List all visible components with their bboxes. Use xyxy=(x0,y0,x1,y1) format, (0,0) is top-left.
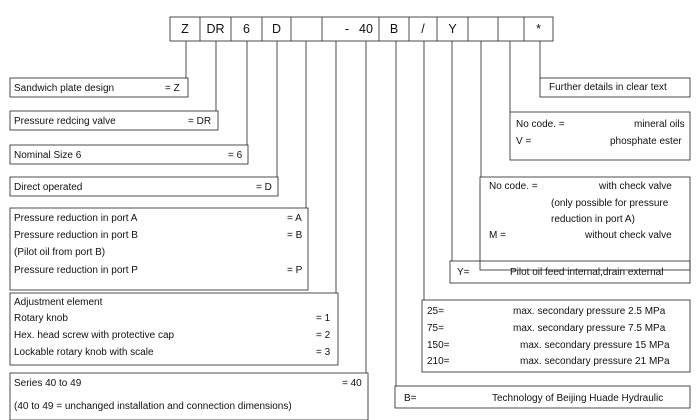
pilot-label: Pilot oil feed internal,drain external xyxy=(510,267,664,278)
series-code: = 40 xyxy=(342,378,362,389)
code-cell-operation: D xyxy=(271,22,282,36)
code-cell-adjustment xyxy=(322,17,344,41)
pressure-label: max. secondary pressure 2.5 MPa xyxy=(513,306,666,317)
code-cell-slash: / xyxy=(421,22,425,36)
pressure-code: 210= xyxy=(427,356,450,367)
technology-label: Technology of Beijing Huade Hydraulic xyxy=(492,393,664,404)
reduction-port-p-label: Pressure reduction in port P xyxy=(14,265,138,276)
check-valve-with-label: with check valve xyxy=(599,181,672,192)
seals-mineral-code: No code. = xyxy=(516,119,565,130)
adjustment-item-label: Lockable rotary knob with scale xyxy=(14,347,154,358)
code-cell-seals xyxy=(498,17,524,41)
pressure-code: 150= xyxy=(427,340,450,351)
pressure-label: max. secondary pressure 21 MPa xyxy=(520,356,670,367)
pilot-code: Y= xyxy=(457,267,470,278)
adjustment-item-code: = 1 xyxy=(316,313,331,324)
technology-code: B= xyxy=(404,393,417,404)
check-valve-m-code: M = xyxy=(489,230,506,241)
code-cell-z: Z xyxy=(181,22,189,36)
valve-label: Pressure redcing valve xyxy=(14,116,116,127)
size-label: Nominal Size 6 xyxy=(14,150,82,161)
adjustment-item-code: = 3 xyxy=(316,347,331,358)
code-cell-series: 40 xyxy=(359,22,373,36)
code-cell-pilot: Y xyxy=(448,22,457,36)
adjustment-item-code: = 2 xyxy=(316,330,331,341)
reduction-port-b-code: = B xyxy=(287,230,303,241)
adjustment-title: Adjustment element xyxy=(14,297,103,308)
reduction-port-a-label: Pressure reduction in port A xyxy=(14,213,138,224)
check-valve-note-1: (only possible for pressure xyxy=(551,198,669,209)
pressure-label: max. secondary pressure 7.5 MPa xyxy=(513,323,666,334)
size-code: = 6 xyxy=(228,150,243,161)
sandwich-code: = Z xyxy=(165,83,180,94)
reduction-port-a-code: = A xyxy=(287,213,302,224)
valve-code: = DR xyxy=(188,116,212,127)
check-valve-without-label: without check valve xyxy=(585,230,672,241)
code-cell-dash: - xyxy=(344,22,350,36)
operation-label: Direct operated xyxy=(14,182,83,193)
further-label: Further details in clear text xyxy=(549,82,667,93)
series-note: (40 to 49 = unchanged installation and connection dimensions) xyxy=(14,401,292,412)
pressure-label: max. secondary pressure 15 MPa xyxy=(520,340,670,351)
code-cell-reduction xyxy=(291,17,322,41)
code-cell-check-valve xyxy=(468,17,498,41)
seals-phosphate-label: phosphate ester xyxy=(610,136,682,147)
seals-mineral-label: mineral oils xyxy=(634,119,685,130)
adjustment-item-label: Hex. head screw with protective cap xyxy=(14,330,175,341)
pressure-code: 75= xyxy=(427,323,444,334)
pressure-code: 25= xyxy=(427,306,444,317)
check-valve-nocode: No code. = xyxy=(489,181,538,192)
check-valve-note-2: reduction in port A) xyxy=(551,214,635,225)
reduction-port-b-label: Pressure reduction in port B xyxy=(14,230,138,241)
code-cell-asterisk: * xyxy=(536,22,541,36)
series-label: Series 40 to 49 xyxy=(14,378,82,389)
seals-phosphate-code: V = xyxy=(516,136,532,147)
operation-code: = D xyxy=(256,182,272,193)
adjustment-item-label: Rotary knob xyxy=(14,313,68,324)
reduction-port-p-code: = P xyxy=(287,265,303,276)
sandwich-label: Sandwich plate design xyxy=(14,83,115,94)
code-cell-dr: DR xyxy=(206,22,225,36)
reduction-pilot-note: (Pilot oil from port B) xyxy=(14,247,106,258)
code-cell-size: 6 xyxy=(243,22,250,36)
code-cell-technology: B xyxy=(389,22,399,36)
